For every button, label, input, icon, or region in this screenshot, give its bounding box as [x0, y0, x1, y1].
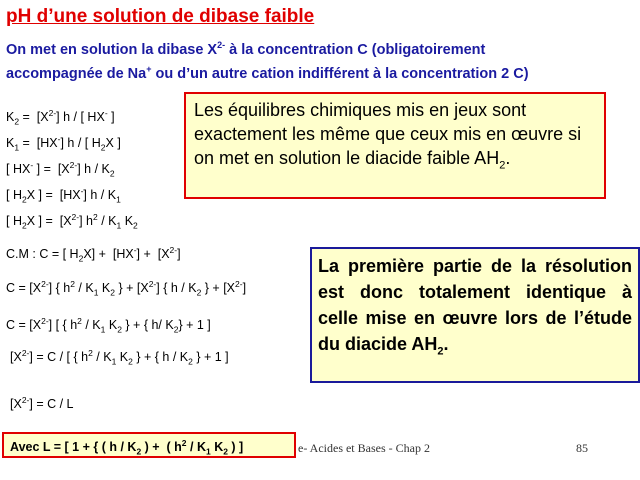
equation-k1: $K_1 = [HX^-]$ h / [ $H_2X$ ] — [6, 134, 121, 153]
page-title: pH d’une solution de dibase faible — [6, 6, 315, 27]
equation-c-expanded: $C = [X^{2-}]$ { $h^2 / K_1$ $K_2$ } + $[X^{2-}]$ { h / $K_2$ } + $[X^{2-}]$ — [6, 279, 247, 298]
footer-course-label: e- Acides et Bases - Chap 2 — [298, 441, 430, 455]
intro-line-2: accompagnée de Na+ ou d’un autre cation indifférent à la concentration 2 C) — [6, 63, 529, 82]
definition-box-l: Avec L = [ 1 + { ( h / $K_2$ ) + ( $h^2 / K_1$ $K_2$ ) ] — [2, 432, 296, 458]
equation-c-factored: $C = [X^{2-}]$ [ { $h^2 / K_1$ $K_2$ } + { h/ $K_2\} + 1$ ] — [6, 316, 211, 335]
equation-h2x-1: [ $H_2X$ ] = [HX-] h / $K_1$ — [6, 186, 121, 205]
intro-line-1: On met en solution la dibase $X^{2-}$ à la concentration C (obligatoirement — [6, 40, 486, 58]
intro-text — [6, 36, 529, 84]
equation-x2-c-over-l: $[X^{2-}] = C / L$ — [10, 395, 74, 412]
equation-hx: [ HX- ] = $[X^{2-}]$ h / $K_2$ — [6, 160, 115, 179]
note-box-equilibria: Les équilibres chimiques mis en jeux sont exactement les même que ceux mis en œuvre si on met en solution le diacide faible $AH_2$. — [184, 92, 606, 199]
equation-h2x-2: [ $H_2X$ ] = $[X^{2-}]$ $h^2 / K_1$ $K_2$ — [6, 212, 138, 231]
equation-x2-solved: $[X^{2-}] = C$ / [ { $h^2 / K_1$ $K_2$ } + { h / $K_2$ } + 1 ] — [10, 348, 229, 367]
equation-mass-conservation: C.M : C = [ $H_2X] + [HX^-] + [X^{2-}]$ — [6, 245, 181, 264]
footer-page-number: 85 — [576, 441, 588, 455]
note-box-resolution: La première partie de la résolution est donc totalement identique à celle mise en œuvre lors de l’étude du diacide $AH_2$. — [310, 247, 640, 383]
equation-k2: $K_2 = [X^{2-}]$ h / [ HX- ] — [6, 108, 115, 127]
